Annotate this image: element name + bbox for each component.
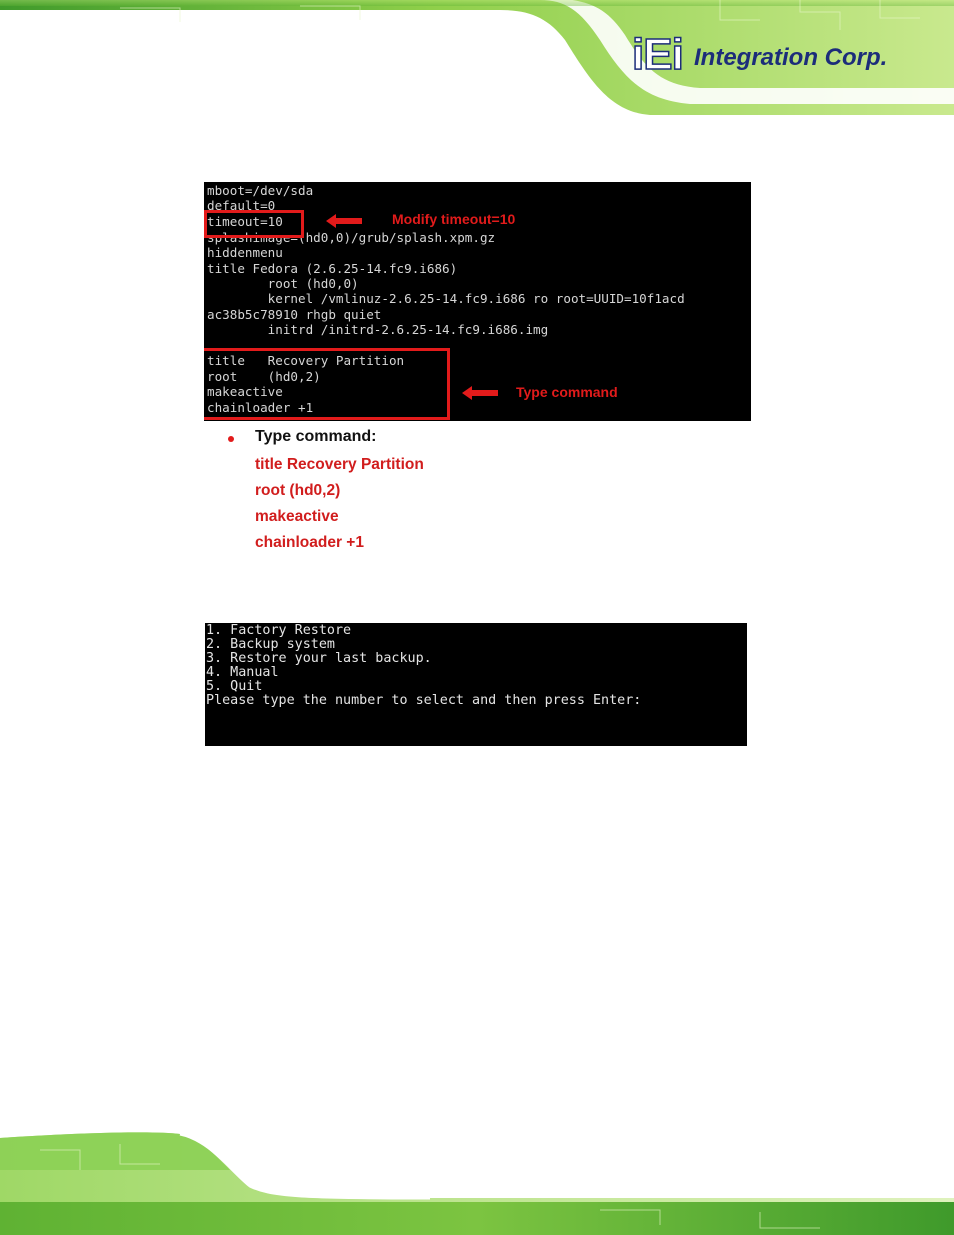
grub-line: mboot=/dev/sda (207, 183, 314, 198)
menu-line: 5. Quit (206, 679, 263, 694)
grub-config-screenshot (204, 182, 751, 421)
recovery-menu-screenshot (205, 623, 747, 746)
grub-line: timeout=10 (207, 214, 283, 229)
company-logo (628, 22, 928, 82)
menu-line: 4. Manual (206, 665, 279, 680)
arrow-left-icon (462, 386, 498, 400)
command-line: makeactive (255, 508, 339, 525)
grub-line: root (hd0,0) (207, 276, 359, 291)
grub-line: ac38b5c78910 rhgb quiet (207, 307, 382, 322)
grub-line: title Fedora (2.6.25-14.fc9.i686) (207, 261, 458, 276)
menu-line: Please type the number to select and then press Enter: (206, 693, 642, 708)
timeout-annotation: Modify timeout=10 (392, 211, 516, 227)
menu-line: 1. Factory Restore (206, 623, 352, 638)
logo-text: Integration Corp. (694, 44, 888, 71)
timeout-highlight-box (204, 210, 304, 238)
command-line: chainloader +1 (255, 534, 364, 551)
grub-line: hiddenmenu (207, 245, 283, 260)
grub-line: initrd /initrd-2.6.25-14.fc9.i686.img (207, 322, 549, 337)
grub-line: root (hd0,2) (207, 369, 321, 384)
bullet-icon (228, 436, 234, 442)
command-line: title Recovery Partition (255, 456, 424, 473)
grub-line: splashimage=(hd0,0)/grub/splash.xpm.gz (207, 230, 496, 245)
arrow-left-icon (326, 214, 362, 228)
menu-line: 3. Restore your last backup. (206, 651, 432, 666)
menu-line: 2. Backup system (206, 637, 335, 652)
grub-line: chainloader +1 (207, 400, 314, 415)
command-highlight-box (204, 348, 450, 420)
instruction-title: Type command: (255, 428, 377, 445)
footer-circuit-band (0, 1130, 954, 1235)
command-line: root (hd0,2) (255, 482, 341, 499)
grub-line: title Recovery Partition (207, 353, 405, 368)
command-annotation: Type command (516, 384, 618, 400)
grub-line: makeactive (207, 384, 283, 399)
type-command-instruction (224, 428, 624, 558)
grub-line: default=0 (207, 198, 276, 213)
logo-mark: iEi (632, 30, 683, 79)
grub-line: kernel /vmlinuz-2.6.25-14.fc9.i686 ro root=UUID=10f1acd (207, 291, 685, 306)
